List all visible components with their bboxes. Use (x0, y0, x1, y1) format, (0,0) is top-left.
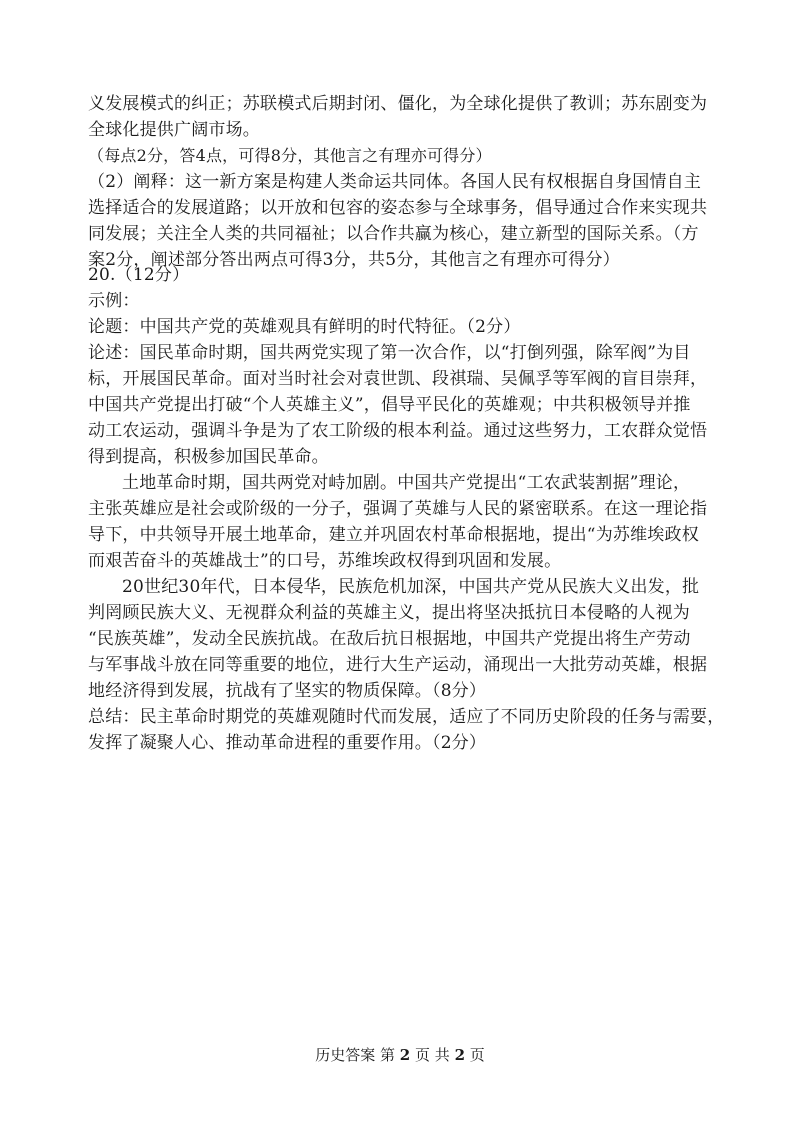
text-line: 发挥了凝聚人心、推动革命进程的重要作用。（2分） (88, 733, 487, 753)
text-line: 地经济得到发展，抗战有了坚实的物质保障。（8分） (88, 681, 487, 701)
footer-page-mid: 页 共 (415, 1046, 450, 1064)
text-line: 中国共产党提出打破“个人英雄主义”，倡导平民化的英雄观；中共积极领导并推 (88, 395, 691, 415)
text-line: 案2分，阐述部分答出两点可得3分，共5分，其他言之有理亦可得分） (88, 250, 620, 270)
example-label: 示例： (88, 291, 140, 311)
section-previous-answer (88, 91, 716, 273)
text-line: 全球化提供广阔市场。 (88, 120, 260, 140)
text-line: 而艰苦奋斗的英雄战士”的口号，苏维埃政权得到巩固和发展。 (88, 551, 562, 571)
page-footer (0, 1044, 800, 1066)
scoring-note: （每点2分，答4点，可得8分，其他言之有理亦可得分） (88, 146, 492, 165)
text-line: 动工农运动，强调斗争是为了农工阶级的根本利益。通过这些努力，工农群众觉悟 (88, 421, 708, 441)
question-header: 20.（12分） (88, 265, 190, 285)
text-line: 标，开展国民革命。面对当时社会对袁世凯、段祺瑞、吴佩孚等军阀的盲目崇拜， (88, 369, 708, 389)
summary-paragraph (88, 704, 725, 756)
text-line: 主张英雄应是社会或阶级的一分子，强调了英雄与人民的紧密联系。在这一理论指 (88, 499, 708, 519)
footer-page-suffix: 页 (469, 1046, 485, 1064)
question-20-answer (88, 262, 725, 756)
footer-page-total: 2 (454, 1046, 465, 1064)
text-line: “民族英雄”，发动全民族抗战。在敌后抗日根据地，中国共产党提出将生产劳动 (88, 629, 691, 649)
text-line: 导下，中共领导开展土地革命，建立并巩固农村革命根据地，提出“为苏维埃政权 (88, 525, 699, 545)
text-line: 同发展；关注全人类的共同福祉；以合作共赢为核心，建立新型的国际关系。（方 (88, 224, 699, 244)
text-line: （2）阐释：这一新方案是构建人类命运共同体。各国人民有权根据自身国情自主 (88, 172, 702, 192)
text-line: 20世纪30年代，日本侵华，民族危机加深，中国共产党从民族大义出发，批 (122, 577, 700, 597)
text-line: 土地革命时期，国共两党对峙加剧。中国共产党提出“工农武装割据”理论， (122, 473, 691, 493)
text-line: 得到提高，积极参加国民革命。 (88, 447, 329, 467)
text-line: 与军事战斗放在同等重要的地位，进行大生产运动，涌现出一大批劳动英雄，根据 (88, 655, 708, 675)
text-line: 总结：民主革命时期党的英雄观随时代而发展，适应了不同历史阶段的任务与需要， (88, 707, 725, 727)
footer-page-prefix: 第 (379, 1046, 395, 1064)
argument-paragraph-1 (88, 340, 716, 470)
text-line: 论述：国民革命时期，国共两党实现了第一次合作，以“打倒列强，除军阀”为目 (88, 343, 691, 363)
thesis-line: 论题：中国共产党的英雄观具有鲜明的时代特征。（2分） (88, 317, 521, 337)
argument-paragraph-2 (88, 470, 716, 574)
footer-page-number: 2 (399, 1046, 411, 1064)
argument-paragraph-3 (88, 574, 716, 704)
text-line: 选择适合的发展道路；以开放和包容的姿态参与全球事务，倡导通过合作来实现共 (88, 198, 708, 218)
text-line: 义发展模式的纠正；苏联模式后期封闭、僵化，为全球化提供了教训；苏东剧变为 (88, 94, 708, 114)
text-line: 判罔顾民族大义、无视群众利益的英雄主义，提出将坚决抵抗日本侵略的人视为 (88, 603, 690, 623)
footer-subject: 历史答案 (315, 1046, 376, 1064)
